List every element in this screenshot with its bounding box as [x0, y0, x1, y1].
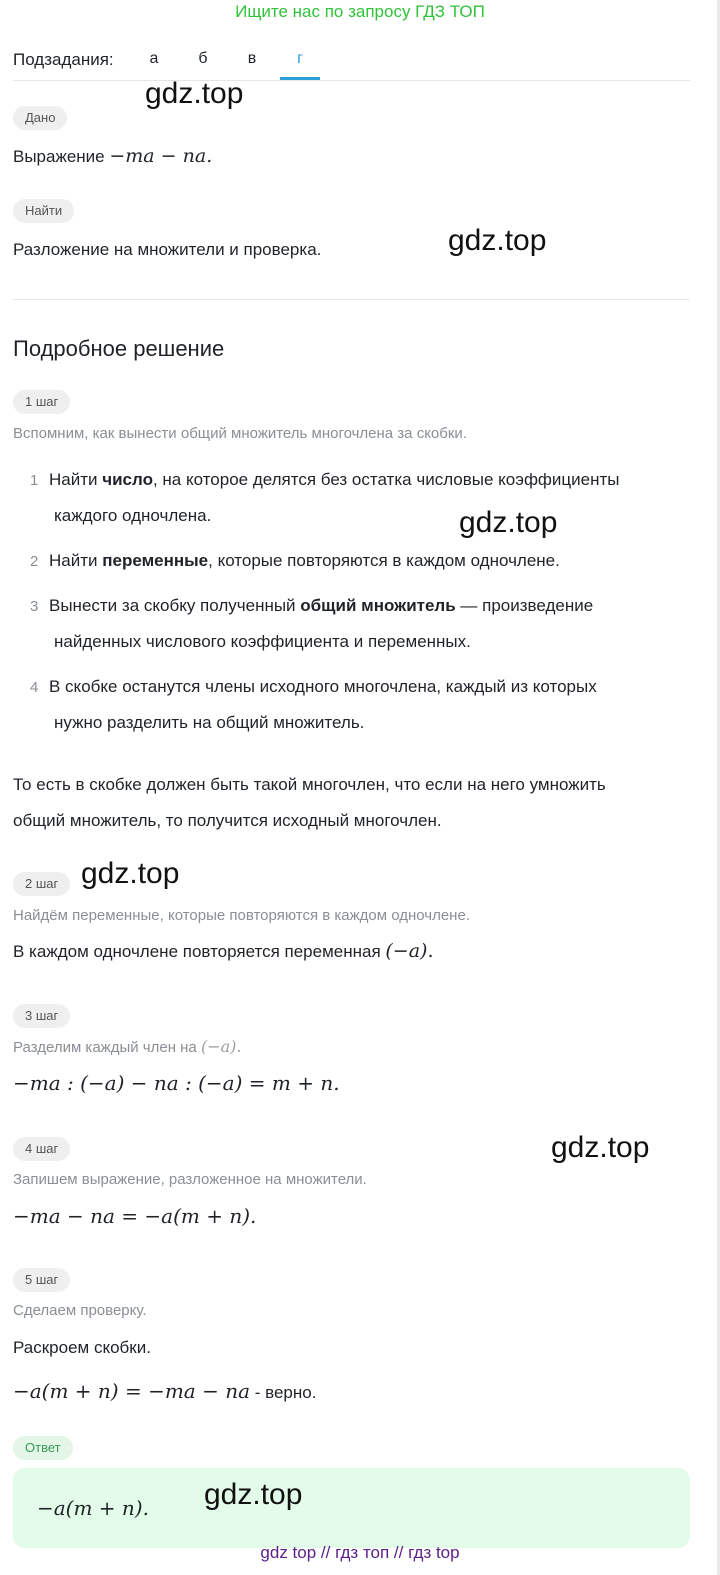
summary-line: общий множитель, то получится исходный многочлен.	[13, 811, 442, 830]
step2-chip: 2 шаг	[13, 872, 70, 896]
step5-formula: −a(m + n) = −ma − na	[13, 1379, 251, 1403]
step5-chip: 5 шаг	[13, 1268, 70, 1292]
step5-verdict: - верно.	[250, 1383, 317, 1402]
given-chip: Дано	[13, 106, 67, 130]
step3-formula: −ma : (−a) − na : (−a) = m + n.	[13, 1071, 340, 1095]
step5-formula-line	[13, 1380, 316, 1404]
top-banner: Ищите нас по запросу ГДЗ ТОП	[235, 2, 485, 21]
step1-chip: 1 шаг	[13, 390, 70, 414]
list-item	[49, 462, 689, 534]
find-text: Разложение на множители и проверка.	[13, 240, 322, 259]
step2-text	[13, 940, 434, 963]
list-text: найденных числового коэффициента и переменных.	[54, 632, 471, 651]
step3-caption	[13, 1037, 241, 1058]
list-text: Вынести за скобку полученный	[49, 596, 301, 615]
list-text: В скобке останутся члены исходного многочлена, каждый из которых	[49, 677, 597, 696]
subtasks-label: Подзадания:	[13, 50, 114, 69]
watermark: gdz.top	[204, 1478, 303, 1511]
footer-links[interactable]: gdz top // гдз топ // гдз top	[260, 1543, 460, 1562]
watermark: gdz.top	[551, 1131, 650, 1164]
step5-caption: Сделаем проверку.	[13, 1302, 147, 1319]
active-tab-indicator	[280, 77, 320, 80]
given-text	[13, 145, 212, 168]
tab-b[interactable]: б	[198, 50, 208, 67]
step5-text: Раскроем скобки.	[13, 1338, 151, 1357]
list-item-number: 4	[30, 679, 39, 696]
solution-title: Подробное решение	[13, 336, 225, 361]
divider	[13, 299, 690, 300]
step4-chip: 4 шаг	[13, 1137, 70, 1161]
answer-formula: −a(m + n).	[37, 1496, 149, 1520]
list-item-number: 1	[30, 472, 39, 489]
list-item	[49, 588, 689, 660]
list-item	[49, 669, 689, 741]
list-text: Найти	[49, 551, 103, 570]
answer-chip: Ответ	[13, 1436, 73, 1460]
list-text: , на которое делятся без остатка числовые коэффициенты	[152, 470, 620, 489]
find-chip: Найти	[13, 199, 74, 223]
list-text: Найти	[49, 470, 103, 489]
watermark: gdz.top	[145, 77, 244, 110]
subtasks-tabs	[13, 44, 690, 81]
watermark: gdz.top	[448, 224, 547, 257]
given-expression: −ma − na.	[109, 145, 213, 167]
step2-math: (−a).	[385, 940, 434, 962]
step2-label: В каждом одночлене повторяется переменная	[13, 942, 381, 961]
tab-g[interactable]: г	[297, 50, 303, 67]
step1-caption: Вспомним, как вынести общий множитель многочлена за скобки.	[13, 425, 467, 442]
list-text: нужно разделить на общий множитель.	[54, 713, 365, 732]
watermark: gdz.top	[81, 857, 180, 890]
summary-line: То есть в скобке должен быть такой многочлен, что если на него умножить	[13, 775, 606, 794]
tab-v[interactable]: в	[247, 50, 257, 67]
list-item	[49, 543, 689, 579]
step3-chip: 3 шаг	[13, 1004, 70, 1028]
step3-caption-text: Разделим каждый член на	[13, 1039, 197, 1056]
list-text: — произведение	[455, 596, 594, 615]
step1-summary	[13, 767, 703, 839]
given-label: Выражение	[13, 147, 105, 166]
list-bold: переменные	[102, 551, 209, 570]
step3-caption-math: (−a).	[200, 1037, 242, 1056]
step2-caption: Найдём переменные, которые повторяются в каждом одночлене.	[13, 907, 470, 924]
list-item-number: 2	[30, 553, 39, 570]
list-text: , которые повторяются в каждом одночлене.	[208, 551, 560, 570]
step4-formula: −ma − na = −a(m + n).	[13, 1204, 257, 1228]
list-item-number: 3	[30, 598, 39, 615]
watermark: gdz.top	[459, 506, 558, 539]
tab-a[interactable]: а	[149, 50, 159, 67]
step4-caption: Запишем выражение, разложенное на множители.	[13, 1171, 367, 1188]
list-text: каждого одночлена.	[54, 506, 212, 525]
list-bold: число	[102, 470, 153, 489]
list-bold: общий множитель	[300, 596, 456, 615]
